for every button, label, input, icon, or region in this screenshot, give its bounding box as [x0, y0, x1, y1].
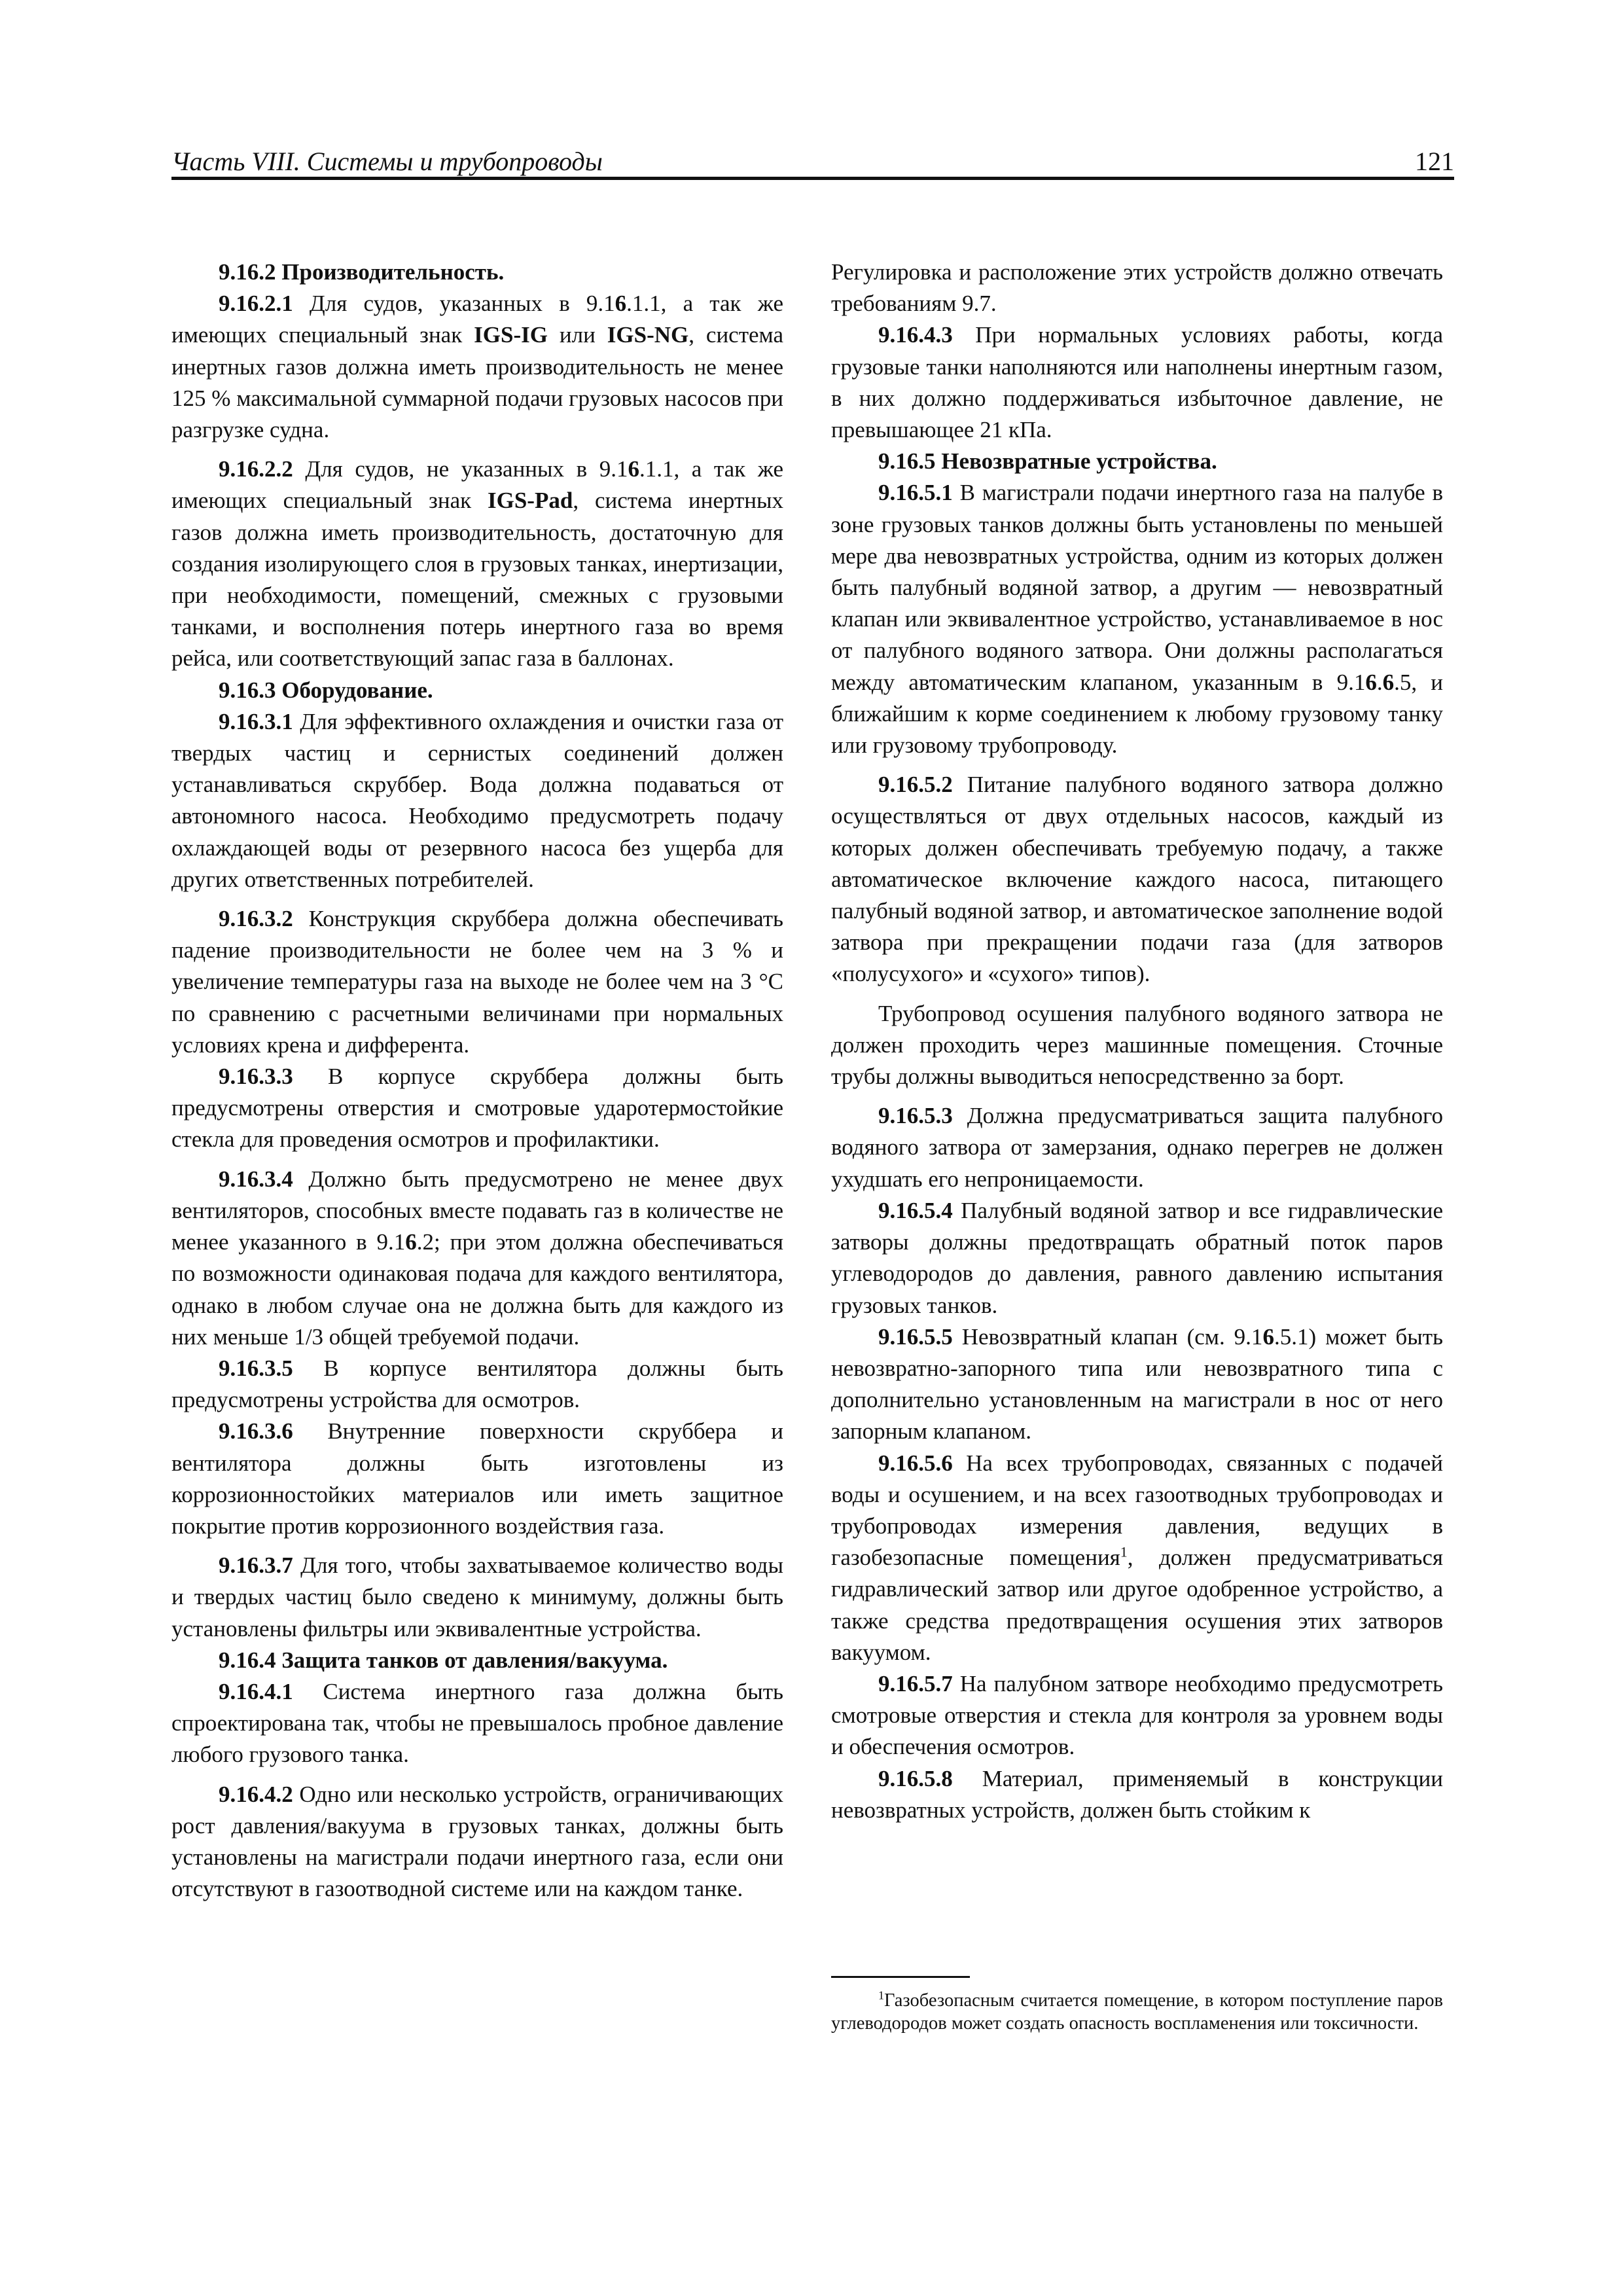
heading-9-16-5: 9.16.5 Невозвратные устройства. — [878, 448, 1217, 475]
para-text-bold: 6 — [615, 291, 627, 317]
para-text: Питание палубного водяного затвора должно осуществляться от двух отдельных насосов, каждый из которых должен обеспечивать требуемую подачу, а также автоматическое включение каждого насоса, питающего палубный водяной затвор, и автоматическое заполнение водой затвора при прекращении подачи газа (для затворов «полусухого» и «сухого» типов). — [831, 772, 1443, 987]
para-9-16-4-1 — [171, 1676, 783, 1771]
para-text: или — [547, 322, 607, 348]
para-text: Должна предусматриваться защита палубного водяного затвора от замерзания, однако перегрев не должен ухудшать его непроницаемости. — [831, 1103, 1443, 1192]
para-text-bold: 6 — [1262, 1323, 1274, 1350]
para-drain-pipe: Трубопровод осушения палубного водяного затвора не должен проходить через машинные помещения. Сточные трубы должны выводиться непосредственно за борт. — [831, 1000, 1443, 1090]
clause-number: 9.16.5.2 — [878, 772, 953, 798]
para-text: На палубном затворе необходимо предусмотреть смотровые отверстия и стекла для контроля за уровнем воды и обеспечения осмотров. — [831, 1670, 1443, 1760]
para-text: , система инертных газов должна иметь производительность, достаточную для создания изолирующего слоя в грузовых танках, инертизации, при необходимости, помещений, смежных с грузовыми танками, и восполнения потерь инертного газа во время рейса, или соответствующий запас газа в баллонах. — [171, 488, 783, 672]
para-text-bold: 6 — [628, 456, 639, 482]
clause-number: 9.16.3.1 — [219, 708, 293, 734]
heading-9-16-2: 9.16.2 Производительность. — [219, 259, 505, 285]
right-column — [831, 257, 1443, 1826]
para-text: Для эффективного охлаждения и очистки газа от твердых частиц и сернистых соединений должен устанавливаться скруббер. Вода должна подаваться от автономного насоса. Необходимо предусмотреть подачу охлаждающей воды от резервного насоса без ущерба для других ответственных потребителей. — [171, 708, 783, 892]
para-9-16-5-6 — [831, 1448, 1443, 1668]
para-text: Для судов, указанных в 9.1 — [293, 291, 615, 317]
clause-number: 9.16.4.2 — [219, 1781, 293, 1807]
para-text: .1.1, а так же имеющих специальный знак — [171, 456, 783, 514]
footnote — [831, 1990, 1443, 2035]
clause-number: 9.16.3.5 — [219, 1355, 293, 1381]
para-9-16-4-3 — [831, 319, 1443, 446]
para-text: . — [1376, 669, 1383, 695]
para-text: Одно или несколько устройств, ограничивающих рост давления/вакуума в грузовых танках, должны быть установлены на магистрали подачи инертного газа, если они отсутствуют в газоотводной системе или на каждом танке. — [171, 1781, 783, 1902]
para-9-16-4-2 — [171, 1779, 783, 1905]
para-text: Для судов, не указанных в 9.1 — [293, 456, 628, 482]
clause-number: 9.16.4.3 — [878, 322, 953, 348]
para-9-16-3-6 — [171, 1416, 783, 1542]
para-9-16-5-4 — [831, 1195, 1443, 1321]
clause-number: 9.16.3.4 — [219, 1166, 293, 1192]
para-9-16-5-7 — [831, 1668, 1443, 1763]
para-9-16-3-1 — [171, 706, 783, 895]
heading-9-16-4: 9.16.4 Защита танков от давления/вакуума. — [219, 1647, 668, 1673]
class-notation: IGS-IG — [474, 322, 548, 348]
para-text: Внутренние поверхности скруббера и вентилятора должны быть изготовлены из коррозионностойких материалов или иметь защитное покрытие против коррозионного воздействия газа. — [171, 1418, 783, 1539]
para-text: .1.1, а так же имеющих специальный знак — [171, 291, 783, 348]
para-text: , должен предусматриваться гидравлический затвор или другое одобренное устройство, а также средства предотвращения осушения этих затворов вакуумом. — [831, 1545, 1443, 1665]
para-text: В корпусе скруббера должны быть предусмотрены отверстия и смотровые ударотермостойкие стекла для проведения осмотров и профилактики. — [171, 1064, 783, 1153]
para-text: В магистрали подачи инертного газа на палубе в зоне грузовых танков должны быть установлены по меньшей мере два невозвратных устройства, одним из которых должен быть палубный водяной затвор, а другим — невозвратный клапан или эквивалентное устройство, устанавливаемое в нос от палубного водяного затвора. Они должны располагаться между автоматическим клапаном, указанным в 9.1 — [831, 480, 1443, 695]
clause-number: 9.16.2.2 — [219, 456, 293, 482]
clause-number: 9.16.5.7 — [878, 1670, 953, 1696]
running-header — [171, 143, 1454, 181]
para-text: , система инертных газов должна иметь производительность не менее 125 % максимальной суммарной подачи грузовых насосов при разгрузке судна. — [171, 322, 783, 443]
para-text: В корпусе вентилятора должны быть предусмотрены устройства для осмотров. — [171, 1355, 783, 1413]
footnote-rule — [831, 1976, 970, 1978]
para-9-16-5-8 — [831, 1763, 1443, 1826]
para-text-bold: 6 — [1382, 669, 1395, 695]
para-text: Для того, чтобы захватываемое количество воды и твердых частиц было сведено к минимуму, должны быть установлены фильтры или эквивалентные устройства. — [171, 1552, 783, 1641]
para-9-16-2-1 — [171, 288, 783, 446]
para-text: Палубный водяной затвор и все гидравлические затворы должны предотвращать обратный поток паров углеводородов до давления, равного давлению испытания грузовых танков. — [831, 1197, 1443, 1318]
clause-number: 9.16.5.3 — [878, 1103, 953, 1129]
clause-number: 9.16.5.5 — [878, 1323, 953, 1350]
clause-number: 9.16.3.6 — [219, 1418, 293, 1444]
para-text: .5.1) может быть невозвратно-запорного типа или невозвратного типа с дополнительно установленным на магистрали в нос от него запорным клапаном. — [831, 1323, 1443, 1444]
clause-number: 9.16.5.1 — [878, 480, 953, 506]
clause-number: 9.16.3.7 — [219, 1552, 293, 1579]
footnote-text: Газобезопасным считается помещение, в котором поступление паров углеводородов может создать опасность воспламенения или токсичности. — [831, 1990, 1443, 2034]
para-text: При нормальных условиях работы, когда грузовые танки наполняются или наполнены инертным газом, в них должно поддерживаться избыточное давление, не превышающее 21 кПа. — [831, 322, 1443, 443]
para-continuation: Регулировка и расположение этих устройств должно отвечать требованиям 9.7. — [831, 259, 1443, 317]
clause-number: 9.16.4.1 — [219, 1678, 293, 1704]
para-text: .5, и ближайшим к корме соединением к любому грузовому танку или грузовому трубопроводу. — [831, 669, 1443, 759]
para-text: Система инертного газа должна быть спроектирована так, чтобы не превышалось пробное давление любого грузового танка. — [171, 1678, 783, 1768]
para-9-16-3-5 — [171, 1353, 783, 1416]
para-text: .2; при этом должна обеспечиваться по возможности одинаковая подача для каждого вентилятора, однако в любом случае она не должна быть для каждого из них меньше 1/3 общей требуемой подачи. — [171, 1229, 783, 1350]
para-text: Невозвратный клапан (см. 9.1 — [952, 1323, 1263, 1350]
para-9-16-3-4 — [171, 1164, 783, 1353]
left-column — [171, 257, 783, 1905]
para-text: Материал, применяемый в конструкции невозвратных устройств, должен быть стойким к — [831, 1765, 1443, 1823]
header-rule — [171, 177, 1454, 180]
para-text-bold: 6 — [405, 1229, 417, 1255]
header-title: Часть VIII. Системы и трубопроводы — [171, 147, 603, 176]
clause-number: 9.16.5.8 — [878, 1765, 953, 1791]
para-9-16-3-7 — [171, 1550, 783, 1645]
para-9-16-5-1 — [831, 477, 1443, 761]
clause-number: 9.16.5.6 — [878, 1450, 953, 1476]
para-9-16-5-5 — [831, 1321, 1443, 1448]
para-text: Должно быть предусмотрено не менее двух вентиляторов, способных вместе подавать газ в количестве не менее указанного в 9.1 — [171, 1166, 783, 1255]
para-text-bold: 6 — [1365, 669, 1377, 695]
para-9-16-2-2 — [171, 454, 783, 674]
para-9-16-5-3 — [831, 1100, 1443, 1195]
class-notation: IGS-Pad — [488, 488, 573, 514]
para-9-16-3-3 — [171, 1061, 783, 1156]
clause-number: 9.16.3.2 — [219, 906, 293, 932]
para-9-16-5-2 — [831, 769, 1443, 990]
class-notation: IGS-NG — [607, 322, 689, 348]
clause-number: 9.16.3.3 — [219, 1064, 293, 1090]
para-text: Конструкция скруббера должна обеспечивать падение производительности не более чем на 3 % и увеличение температуры газа на выходе не более чем на 3 °С по сравнению с расчетными величинами при нормальных условиях крена и дифферента. — [171, 906, 783, 1058]
footnote-ref[interactable]: 1 — [1120, 1543, 1128, 1560]
clause-number: 9.16.5.4 — [878, 1197, 953, 1223]
footnote-marker: 1 — [878, 1988, 884, 2002]
heading-9-16-3: 9.16.3 Оборудование. — [219, 677, 433, 703]
page-number: 121 — [1415, 147, 1454, 176]
para-text: На всех трубопроводах, связанных с подачей воды и осушением, и на всех газоотводных трубопроводах и трубопроводах измерения давления, ведущих в газобезопасные помещения — [831, 1450, 1443, 1571]
para-9-16-3-2 — [171, 903, 783, 1061]
clause-number: 9.16.2.1 — [219, 291, 293, 317]
